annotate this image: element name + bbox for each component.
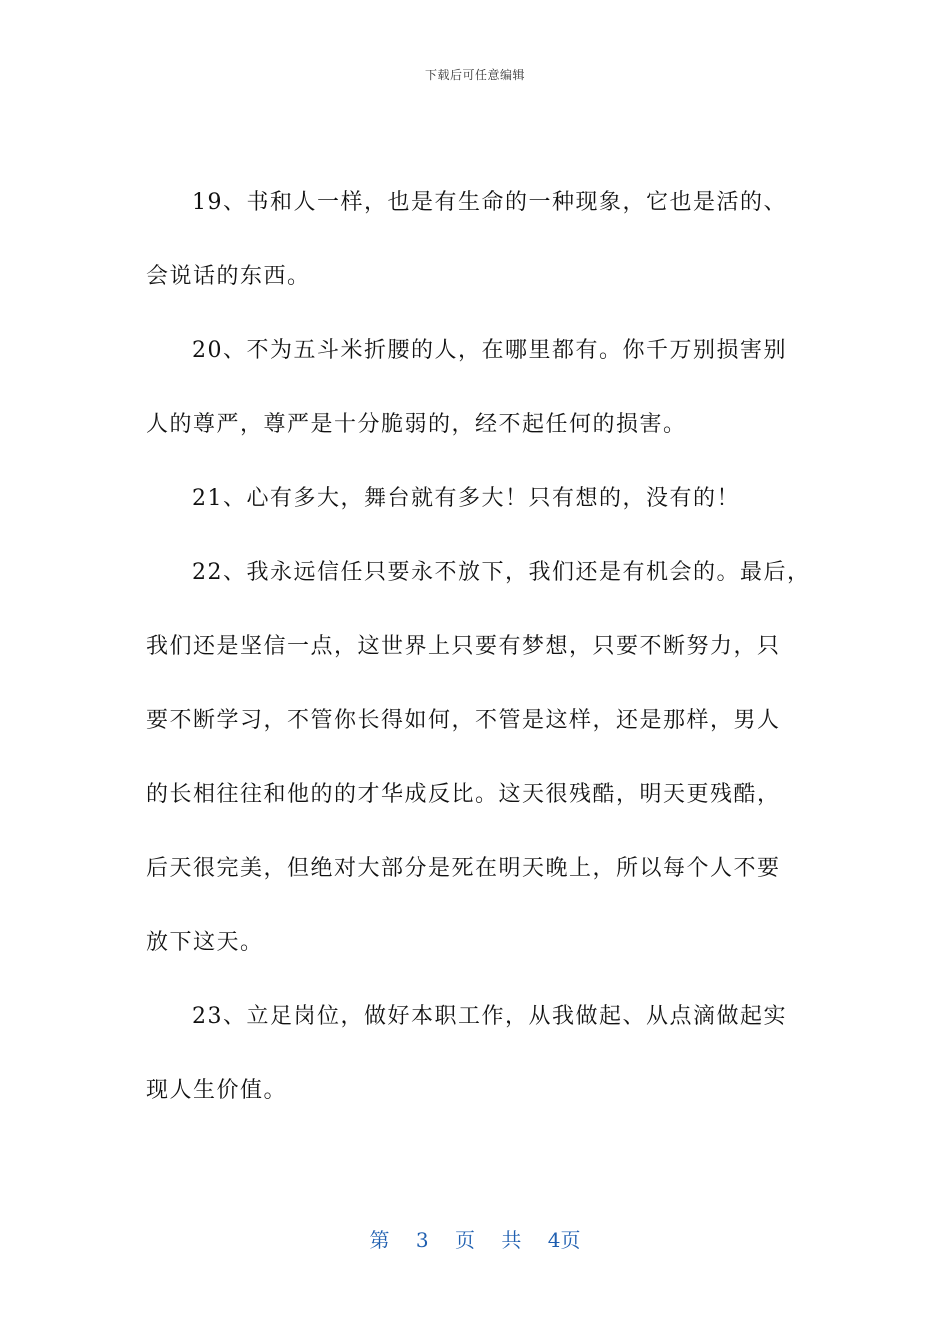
page-header: 下载后可任意编辑 bbox=[424, 68, 525, 82]
paragraph-line: 要不断学习，不管你长得如何，不管是这样，还是那样，男人 bbox=[146, 708, 781, 733]
page-footer bbox=[0, 1224, 950, 1253]
paragraph-line: 会说话的东西。 bbox=[146, 264, 311, 289]
paragraph-line: 20、不为五斗米折腰的人，在哪里都有。你千万别损害别 bbox=[192, 338, 787, 363]
paragraph-line: 我们还是坚信一点，这世界上只要有梦想，只要不断努力，只 bbox=[146, 634, 781, 659]
paragraph-line: 21、心有多大，舞台就有多大！只有想的，没有的！ bbox=[192, 486, 740, 511]
footer-total-label: 共 bbox=[501, 1228, 522, 1252]
footer-prefix: 第 bbox=[369, 1228, 390, 1252]
paragraph-23 bbox=[146, 980, 816, 1128]
footer-current-page: 3 bbox=[415, 1228, 429, 1252]
paragraph-21 bbox=[146, 462, 816, 536]
paragraph-line: 人的尊严，尊严是十分脆弱的，经不起任何的损害。 bbox=[146, 412, 687, 437]
document-body bbox=[146, 166, 816, 1128]
paragraph-19 bbox=[146, 166, 816, 314]
footer-page-label: 页 bbox=[455, 1228, 475, 1252]
paragraph-line: 放下这天。 bbox=[146, 930, 264, 955]
paragraph-line: 22、我永远信任只要永不放下，我们还是有机会的。最后， bbox=[192, 560, 811, 585]
footer-total-pages: 4页 bbox=[547, 1228, 581, 1252]
paragraph-22 bbox=[146, 536, 816, 980]
paragraph-line: 的长相往往和他的的才华成反比。这天很残酷，明天更残酷， bbox=[146, 782, 781, 807]
paragraph-line: 23、立足岗位，做好本职工作，从我做起、从点滴做起实 bbox=[192, 1004, 787, 1029]
paragraph-line: 19、书和人一样，也是有生命的一种现象，它也是活的、 bbox=[192, 190, 787, 215]
paragraph-line: 后天很完美，但绝对大部分是死在明天晚上，所以每个人不要 bbox=[146, 856, 781, 881]
paragraph-20 bbox=[146, 314, 816, 462]
paragraph-line: 现人生价值。 bbox=[146, 1078, 288, 1103]
